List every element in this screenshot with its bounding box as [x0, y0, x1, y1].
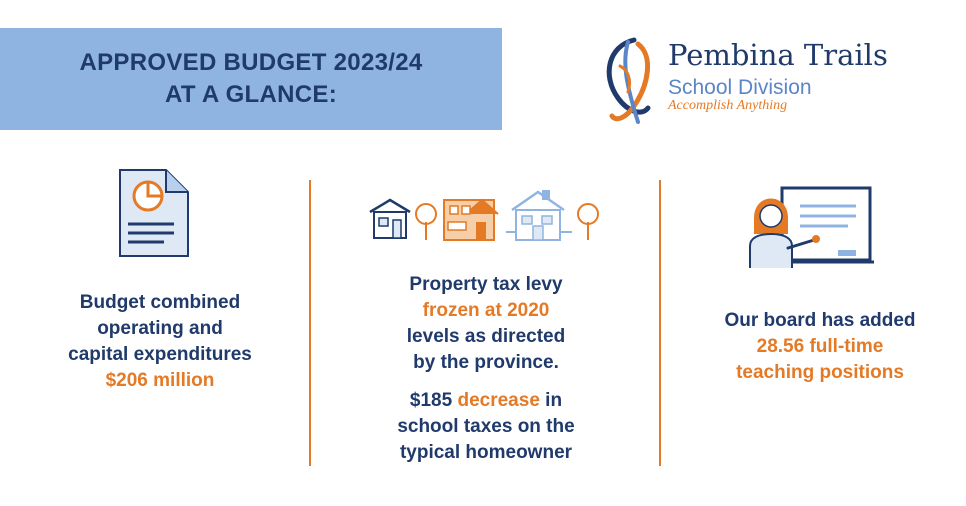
tax-in-word: in: [539, 390, 563, 411]
logo-tagline: Accomplish Anything: [668, 98, 788, 113]
budget-line3: capital expenditures: [68, 344, 252, 365]
budget-line1: Budget combined: [79, 292, 241, 313]
tax-line6: school taxes on the: [397, 416, 575, 437]
teachers-highlight1: 28.56 full-time: [756, 336, 884, 357]
banner-title-line2: AT A GLANCE:: [164, 81, 338, 108]
tax-line7: typical homeowner: [399, 442, 573, 463]
tax-line1: Property tax levy: [409, 274, 563, 295]
budget-line2: operating and: [97, 318, 223, 339]
teachers-highlight2: teaching positions: [736, 362, 904, 383]
tax-line4: by the province.: [413, 352, 559, 373]
column-divider-left: [309, 180, 311, 466]
budget-amount: $206 million: [105, 370, 215, 391]
logo-name: Pembina Trails: [668, 38, 888, 72]
houses-icon: [366, 186, 606, 244]
tax-line3: levels as directed: [406, 326, 566, 347]
tax-decrease-amount: $185: [409, 390, 453, 411]
school-division-logo: [598, 36, 938, 136]
tax-frozen-highlight: frozen at 2020: [422, 300, 550, 321]
pembina-trails-logo-mark-icon: [598, 36, 664, 126]
teachers-line1: Our board has added: [724, 310, 916, 331]
banner-title-line1: APPROVED BUDGET 2023/24: [79, 49, 423, 76]
tax-summary: [356, 272, 616, 466]
tax-decrease-word: decrease: [457, 390, 540, 411]
column-divider-right: [659, 180, 661, 466]
teacher-whiteboard-icon: [748, 182, 876, 270]
logo-subtitle: School Division: [668, 76, 812, 99]
budget-summary: [50, 290, 270, 394]
teachers-summary: [690, 308, 950, 386]
document-chart-icon: [114, 166, 194, 260]
title-banner: [0, 28, 502, 130]
